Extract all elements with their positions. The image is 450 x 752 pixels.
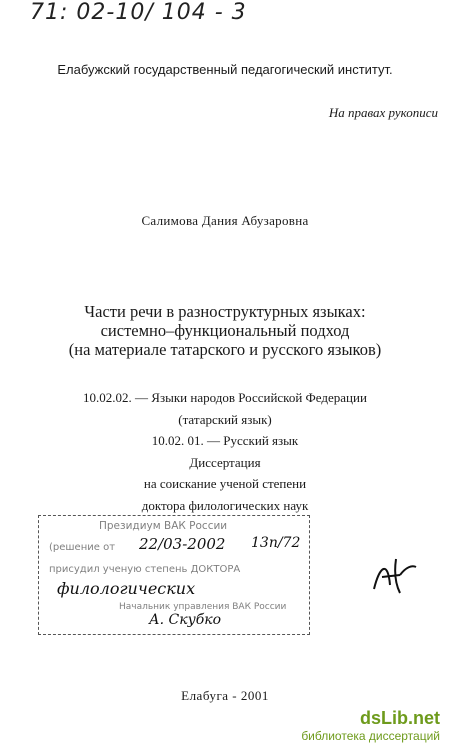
dissertation-title [0, 302, 450, 359]
specialty-block [0, 387, 450, 516]
stamp-line-1: Президиум ВАК России [99, 520, 228, 532]
dslib-logo: dsLib.net [360, 708, 440, 728]
specialty-line-2: (татарский язык) [178, 411, 272, 427]
title-line-1: Части речи в разноструктурных языках: [84, 302, 366, 321]
stamp-line-2-print: (решение от [49, 542, 116, 553]
stamp-hand-signature: А. Скубко [149, 612, 222, 628]
specialty-line-1: 10.02.02. — Языки народов Российской Федерации [83, 390, 367, 405]
handwritten-signature [370, 555, 420, 600]
archive-code: 71: 02-10/ 104 - 3 [30, 0, 247, 25]
author-name: Салимова Дания Абузаровна [141, 213, 309, 228]
stamp-hand-field: филологических [57, 579, 196, 598]
document-type: Диссертация [189, 454, 261, 470]
manuscript-note: На правах рукописи [328, 105, 438, 120]
stamp-hand-date: 22/03-2002 [139, 535, 226, 553]
institute-name: Елабужский государственный педагогический институт. [57, 62, 393, 77]
specialty-line-3: 10.02. 01. — Русский язык [151, 433, 299, 448]
stamp-line-5: Начальник управления ВАК России [119, 602, 287, 612]
vak-approval-stamp [38, 515, 310, 635]
stamp-line-3: присудил ученую степень ДОКТОРА [49, 564, 241, 575]
city-year: Елабуга - 2001 [181, 688, 269, 703]
dslib-watermark [301, 708, 440, 744]
stamp-hand-number: 13п/72 [251, 535, 301, 551]
degree-line-1: на соискание ученой степени [143, 476, 307, 491]
degree-line-2: доктора филологических наук [141, 497, 309, 513]
dslib-subtitle: библиотека диссертаций [301, 729, 440, 743]
title-line-3: (на материале татарского и русского языков) [68, 340, 382, 359]
title-line-2: системно–функциональный подход [100, 321, 350, 340]
